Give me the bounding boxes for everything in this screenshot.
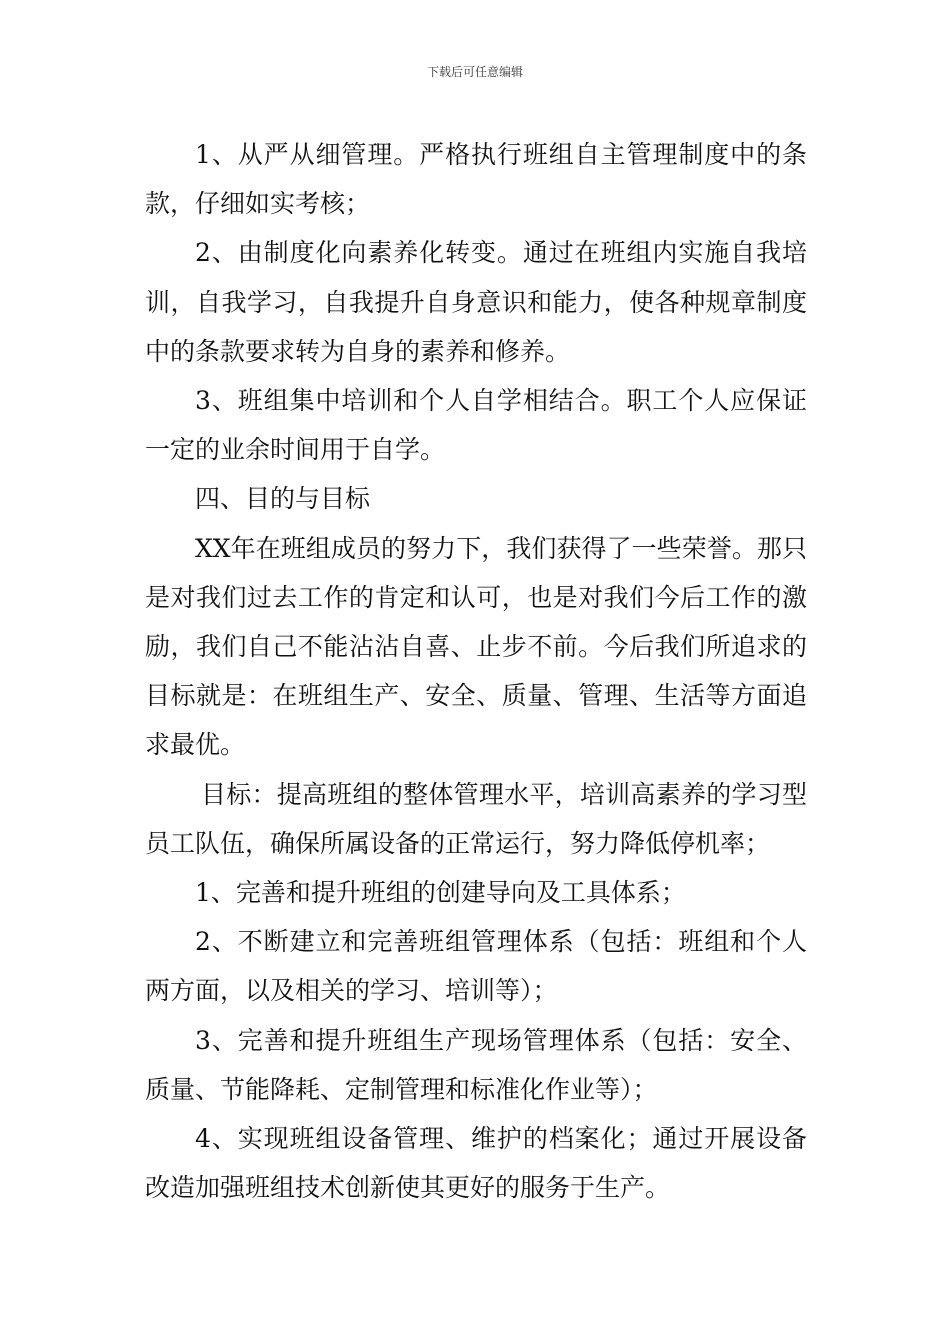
list-item-site-management: 3、完善和提升班组生产现场管理体系（包括：安全、质量、节能降耗、定制管理和标准化作业等）； bbox=[145, 1025, 807, 1104]
list-item-equipment-archiving: 4、实现班组设备管理、维护的档案化；通过开展设备改造加强班组技术创新使其更好的服务于生产。 bbox=[145, 1124, 807, 1203]
list-item-guidance-system: 1、完善和提升班组的创建导向及工具体系； bbox=[195, 878, 686, 908]
paragraph-training-self-study: 3、班组集中培训和个人自学相结合。职工个人应保证一定的业余时间用于自学。 bbox=[145, 386, 807, 465]
list-item-management-system: 2、不断建立和完善班组管理体系（包括：班组和个人两方面，以及相关的学习、培训等）； bbox=[145, 927, 807, 1006]
document-body bbox=[145, 130, 807, 1212]
paragraph-objectives: 目标：提高班组的整体管理水平，培训高素养的学习型员工队伍，确保所属设备的正常运行，努力降低停机率； bbox=[145, 779, 807, 858]
paragraph-honors: XX年在班组成员的努力下，我们获得了一些荣誉。那只是对我们过去工作的肯定和认可，也是对我们今后工作的激励，我们自己不能沾沾自喜、止步不前。今后我们所追求的目标就是：在班组生产、安全、质量、管理、生活等方面追求最优。 bbox=[145, 533, 807, 760]
paragraph-strict-management: 1、从严从细管理。严格执行班组自主管理制度中的条款，仔细如实考核； bbox=[145, 140, 807, 219]
page-header: 下载后可任意编辑 bbox=[426, 65, 523, 79]
section-heading-goals: 四、目的与目标 bbox=[195, 484, 371, 514]
paragraph-system-to-quality: 2、由制度化向素养化转变。通过在班组内实施自我培训，自我学习，自我提升自身意识和能力，使各种规章制度中的条款要求转为自身的素养和修养。 bbox=[145, 238, 807, 366]
